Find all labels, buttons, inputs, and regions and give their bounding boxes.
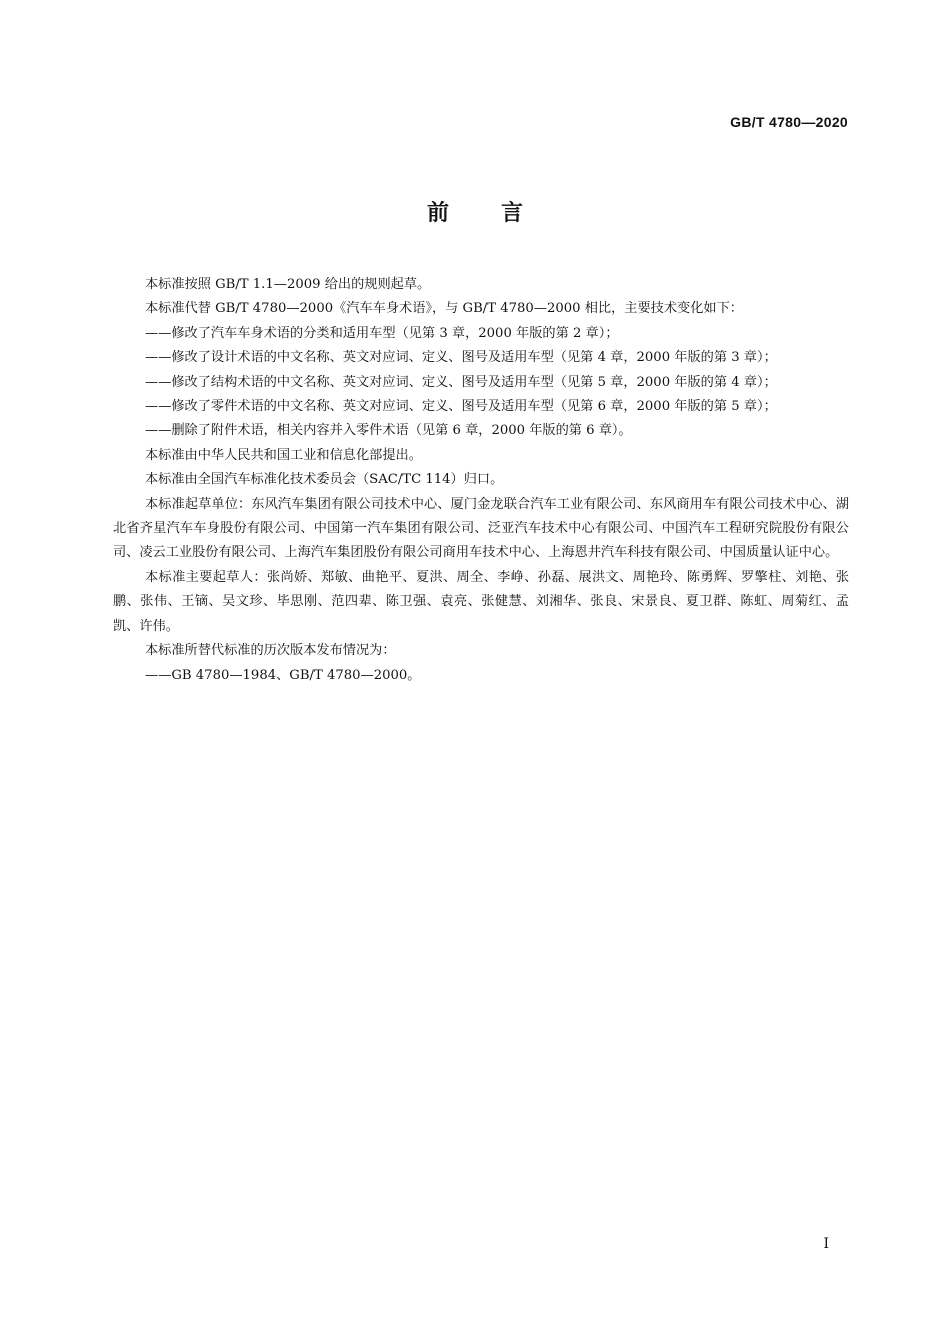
paragraph-proposer: 本标准由中华人民共和国工业和信息化部提出。 <box>145 447 422 463</box>
change-item: ——删除了附件术语，相关内容并入零件术语（见第 6 章，2000 年版的第 6 章）。 <box>145 423 632 439</box>
page-title: 前言 <box>426 201 575 226</box>
page-number: I <box>823 1236 829 1252</box>
change-item: ——修改了汽车车身术语的分类和适用车型（见第 3 章，2000 年版的第 2 章）； <box>145 325 619 341</box>
foreword-body <box>113 273 849 688</box>
paragraph-replacement: 本标准代替 GB/T 4780—2000《汽车车身术语》，与 GB/T 4780—2000 相比，主要技术变化如下： <box>145 301 743 317</box>
paragraph-history: 本标准所替代标准的历次版本发布情况为： <box>145 643 396 659</box>
paragraph-drafters: 本标准主要起草人：张尚娇、郑敏、曲艳平、夏洪、周全、李峥、孙磊、展洪文、周艳玲、陈勇辉、罗擎柱、刘艳、张鹏、张伟、王镝、吴文珍、毕思刚、范四辈、陈卫强、袁亮、张健慧、刘湘华、张良、宋景良、夏卫群、陈虹、周菊红、孟凯、许伟。 <box>113 569 849 634</box>
change-item: ——修改了设计术语的中文名称、英文对应词、定义、图号及适用车型（见第 4 章，2000 年版的第 3 章）； <box>145 350 777 366</box>
paragraph-drafting-units: 本标准起草单位：东风汽车集团有限公司技术中心、厦门金龙联合汽车工业有限公司、东风商用车有限公司技术中心、湖北省齐星汽车车身股份有限公司、中国第一汽车集团有限公司、泛亚汽车技术中心有限公司、中国汽车工程研究院股份有限公司、凌云工业股份有限公司、上海汽车集团股份有限公司商用车技术中心、上海恩井汽车科技有限公司、中国质量认证中心。 <box>113 496 849 561</box>
change-item: ——修改了结构术语的中文名称、英文对应词、定义、图号及适用车型（见第 5 章，2000 年版的第 4 章）； <box>145 374 777 390</box>
change-item: ——修改了零件术语的中文名称、英文对应词、定义、图号及适用车型（见第 6 章，2000 年版的第 5 章）； <box>145 399 777 415</box>
paragraph-drafting-rules: 本标准按照 GB/T 1.1—2009 给出的规则起草。 <box>145 277 431 292</box>
history-item: ——GB 4780—1984、GB/T 4780—2000。 <box>145 667 421 683</box>
paragraph-administrator: 本标准由全国汽车标准化技术委员会（SAC/TC 114）归口。 <box>145 472 504 488</box>
standard-code: GB/T 4780—2020 <box>730 114 848 130</box>
